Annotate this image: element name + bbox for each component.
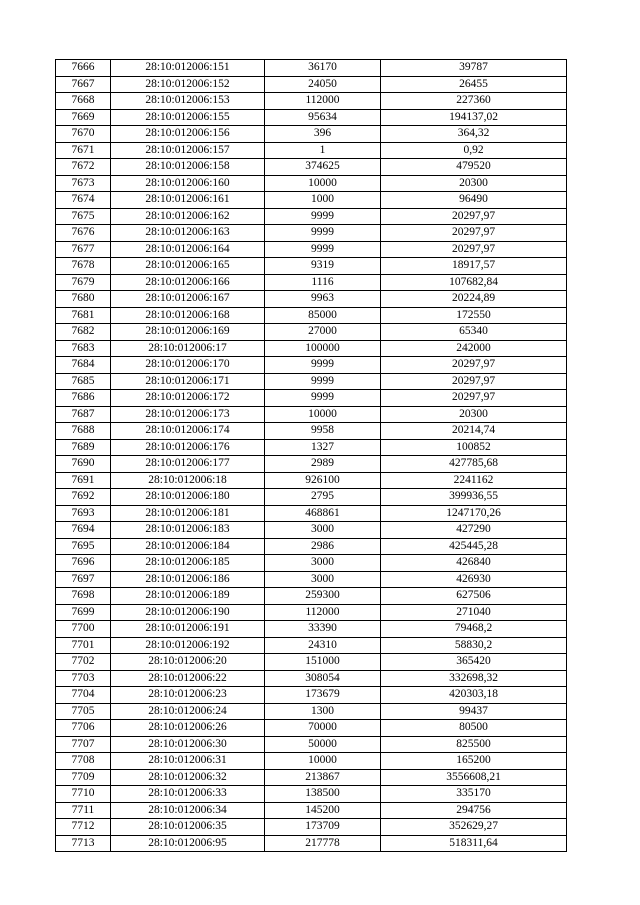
value-cell: 100852 xyxy=(381,439,567,456)
table-row xyxy=(56,291,567,308)
row-number-cell: 7677 xyxy=(56,241,111,258)
row-number-cell: 7676 xyxy=(56,225,111,242)
cadastral-number-cell: 28:10:012006:158 xyxy=(111,159,265,176)
area-cell: 9999 xyxy=(265,225,381,242)
area-cell: 3000 xyxy=(265,522,381,539)
cadastral-number-cell: 28:10:012006:24 xyxy=(111,703,265,720)
table-row xyxy=(56,769,567,786)
value-cell: 426840 xyxy=(381,555,567,572)
table-row xyxy=(56,126,567,143)
table-row xyxy=(56,274,567,291)
cadastral-number-cell: 28:10:012006:165 xyxy=(111,258,265,275)
cadastral-number-cell: 28:10:012006:162 xyxy=(111,208,265,225)
row-number-cell: 7683 xyxy=(56,340,111,357)
value-cell: 20297,97 xyxy=(381,225,567,242)
row-number-cell: 7705 xyxy=(56,703,111,720)
value-cell: 20297,97 xyxy=(381,208,567,225)
area-cell: 9999 xyxy=(265,373,381,390)
cadastral-number-cell: 28:10:012006:164 xyxy=(111,241,265,258)
area-cell: 33390 xyxy=(265,621,381,638)
cadastral-number-cell: 28:10:012006:168 xyxy=(111,307,265,324)
area-cell: 9958 xyxy=(265,423,381,440)
value-cell: 427290 xyxy=(381,522,567,539)
row-number-cell: 7682 xyxy=(56,324,111,341)
area-cell: 3000 xyxy=(265,555,381,572)
table-row xyxy=(56,76,567,93)
row-number-cell: 7709 xyxy=(56,769,111,786)
cadastral-number-cell: 28:10:012006:177 xyxy=(111,456,265,473)
table-row xyxy=(56,241,567,258)
row-number-cell: 7689 xyxy=(56,439,111,456)
cadastral-number-cell: 28:10:012006:192 xyxy=(111,637,265,654)
row-number-cell: 7668 xyxy=(56,93,111,110)
value-cell: 0,92 xyxy=(381,142,567,159)
cadastral-number-cell: 28:10:012006:30 xyxy=(111,736,265,753)
row-number-cell: 7704 xyxy=(56,687,111,704)
row-number-cell: 7669 xyxy=(56,109,111,126)
cadastral-number-cell: 28:10:012006:34 xyxy=(111,802,265,819)
cadastral-number-cell: 28:10:012006:17 xyxy=(111,340,265,357)
area-cell: 9319 xyxy=(265,258,381,275)
cadastral-number-cell: 28:10:012006:171 xyxy=(111,373,265,390)
cadastral-number-cell: 28:10:012006:35 xyxy=(111,819,265,836)
area-cell: 100000 xyxy=(265,340,381,357)
value-cell: 165200 xyxy=(381,753,567,770)
table-row xyxy=(56,505,567,522)
row-number-cell: 7680 xyxy=(56,291,111,308)
area-cell: 145200 xyxy=(265,802,381,819)
value-cell: 294756 xyxy=(381,802,567,819)
cadastral-number-cell: 28:10:012006:151 xyxy=(111,60,265,77)
table-row xyxy=(56,538,567,555)
table-row xyxy=(56,192,567,209)
row-number-cell: 7711 xyxy=(56,802,111,819)
row-number-cell: 7684 xyxy=(56,357,111,374)
table-row xyxy=(56,175,567,192)
table-row xyxy=(56,489,567,506)
area-cell: 9999 xyxy=(265,208,381,225)
cadastral-number-cell: 28:10:012006:184 xyxy=(111,538,265,555)
value-cell: 352629,27 xyxy=(381,819,567,836)
table-row xyxy=(56,621,567,638)
table-row xyxy=(56,456,567,473)
table-row xyxy=(56,390,567,407)
row-number-cell: 7708 xyxy=(56,753,111,770)
cadastral-number-cell: 28:10:012006:166 xyxy=(111,274,265,291)
row-number-cell: 7690 xyxy=(56,456,111,473)
cadastral-number-cell: 28:10:012006:190 xyxy=(111,604,265,621)
area-cell: 926100 xyxy=(265,472,381,489)
value-cell: 271040 xyxy=(381,604,567,621)
area-cell: 10000 xyxy=(265,753,381,770)
row-number-cell: 7700 xyxy=(56,621,111,638)
table-row xyxy=(56,522,567,539)
table-row xyxy=(56,835,567,852)
area-cell: 2795 xyxy=(265,489,381,506)
table-row xyxy=(56,406,567,423)
cadastral-number-cell: 28:10:012006:33 xyxy=(111,786,265,803)
row-number-cell: 7712 xyxy=(56,819,111,836)
area-cell: 1 xyxy=(265,142,381,159)
value-cell: 2241162 xyxy=(381,472,567,489)
cadastral-number-cell: 28:10:012006:186 xyxy=(111,571,265,588)
row-number-cell: 7698 xyxy=(56,588,111,605)
row-number-cell: 7666 xyxy=(56,60,111,77)
row-number-cell: 7688 xyxy=(56,423,111,440)
area-cell: 27000 xyxy=(265,324,381,341)
cadastral-number-cell: 28:10:012006:152 xyxy=(111,76,265,93)
value-cell: 332698,32 xyxy=(381,670,567,687)
table-row xyxy=(56,60,567,77)
value-cell: 1247170,26 xyxy=(381,505,567,522)
cadastral-number-cell: 28:10:012006:20 xyxy=(111,654,265,671)
cadastral-number-cell: 28:10:012006:185 xyxy=(111,555,265,572)
row-number-cell: 7695 xyxy=(56,538,111,555)
table-row xyxy=(56,423,567,440)
area-cell: 10000 xyxy=(265,175,381,192)
row-number-cell: 7701 xyxy=(56,637,111,654)
table-row xyxy=(56,439,567,456)
cadastral-number-cell: 28:10:012006:32 xyxy=(111,769,265,786)
value-cell: 39787 xyxy=(381,60,567,77)
table-row xyxy=(56,93,567,110)
cadastral-number-cell: 28:10:012006:18 xyxy=(111,472,265,489)
row-number-cell: 7687 xyxy=(56,406,111,423)
cadastral-number-cell: 28:10:012006:163 xyxy=(111,225,265,242)
row-number-cell: 7679 xyxy=(56,274,111,291)
value-cell: 399936,55 xyxy=(381,489,567,506)
table-row xyxy=(56,340,567,357)
area-cell: 9999 xyxy=(265,390,381,407)
table-row xyxy=(56,225,567,242)
cadastral-number-cell: 28:10:012006:161 xyxy=(111,192,265,209)
area-cell: 24050 xyxy=(265,76,381,93)
area-cell: 259300 xyxy=(265,588,381,605)
cadastral-number-cell: 28:10:012006:169 xyxy=(111,324,265,341)
table-row xyxy=(56,670,567,687)
cadastral-number-cell: 28:10:012006:95 xyxy=(111,835,265,852)
value-cell: 20297,97 xyxy=(381,390,567,407)
row-number-cell: 7702 xyxy=(56,654,111,671)
row-number-cell: 7703 xyxy=(56,670,111,687)
row-number-cell: 7686 xyxy=(56,390,111,407)
value-cell: 20214,74 xyxy=(381,423,567,440)
table-row xyxy=(56,472,567,489)
table-row xyxy=(56,324,567,341)
row-number-cell: 7710 xyxy=(56,786,111,803)
value-cell: 335170 xyxy=(381,786,567,803)
cadastral-number-cell: 28:10:012006:174 xyxy=(111,423,265,440)
cadastral-number-cell: 28:10:012006:170 xyxy=(111,357,265,374)
row-number-cell: 7713 xyxy=(56,835,111,852)
area-cell: 112000 xyxy=(265,604,381,621)
table-row xyxy=(56,571,567,588)
table-row xyxy=(56,703,567,720)
area-cell: 1300 xyxy=(265,703,381,720)
value-cell: 194137,02 xyxy=(381,109,567,126)
value-cell: 79468,2 xyxy=(381,621,567,638)
value-cell: 365420 xyxy=(381,654,567,671)
value-cell: 20297,97 xyxy=(381,357,567,374)
area-cell: 2986 xyxy=(265,538,381,555)
cadastral-number-cell: 28:10:012006:176 xyxy=(111,439,265,456)
area-cell: 85000 xyxy=(265,307,381,324)
value-cell: 3556608,21 xyxy=(381,769,567,786)
table-row xyxy=(56,637,567,654)
row-number-cell: 7671 xyxy=(56,142,111,159)
table-row xyxy=(56,357,567,374)
cadastral-number-cell: 28:10:012006:167 xyxy=(111,291,265,308)
table-row xyxy=(56,753,567,770)
area-cell: 112000 xyxy=(265,93,381,110)
cadastral-number-cell: 28:10:012006:189 xyxy=(111,588,265,605)
row-number-cell: 7672 xyxy=(56,159,111,176)
area-cell: 1116 xyxy=(265,274,381,291)
value-cell: 20297,97 xyxy=(381,373,567,390)
area-cell: 468861 xyxy=(265,505,381,522)
area-cell: 2989 xyxy=(265,456,381,473)
value-cell: 426930 xyxy=(381,571,567,588)
area-cell: 173709 xyxy=(265,819,381,836)
cadastral-number-cell: 28:10:012006:160 xyxy=(111,175,265,192)
value-cell: 107682,84 xyxy=(381,274,567,291)
value-cell: 364,32 xyxy=(381,126,567,143)
value-cell: 26455 xyxy=(381,76,567,93)
row-number-cell: 7691 xyxy=(56,472,111,489)
row-number-cell: 7673 xyxy=(56,175,111,192)
cadastral-number-cell: 28:10:012006:22 xyxy=(111,670,265,687)
area-cell: 9999 xyxy=(265,357,381,374)
table-row xyxy=(56,373,567,390)
value-cell: 20297,97 xyxy=(381,241,567,258)
table-row xyxy=(56,307,567,324)
area-cell: 374625 xyxy=(265,159,381,176)
row-number-cell: 7707 xyxy=(56,736,111,753)
area-cell: 24310 xyxy=(265,637,381,654)
row-number-cell: 7675 xyxy=(56,208,111,225)
table-row xyxy=(56,654,567,671)
table-row xyxy=(56,687,567,704)
value-cell: 20300 xyxy=(381,175,567,192)
cadastral-number-cell: 28:10:012006:26 xyxy=(111,720,265,737)
value-cell: 172550 xyxy=(381,307,567,324)
cadastral-number-cell: 28:10:012006:157 xyxy=(111,142,265,159)
cadastral-number-cell: 28:10:012006:181 xyxy=(111,505,265,522)
area-cell: 10000 xyxy=(265,406,381,423)
value-cell: 242000 xyxy=(381,340,567,357)
row-number-cell: 7694 xyxy=(56,522,111,539)
area-cell: 9999 xyxy=(265,241,381,258)
row-number-cell: 7706 xyxy=(56,720,111,737)
value-cell: 80500 xyxy=(381,720,567,737)
row-number-cell: 7681 xyxy=(56,307,111,324)
table-row xyxy=(56,258,567,275)
area-cell: 173679 xyxy=(265,687,381,704)
value-cell: 227360 xyxy=(381,93,567,110)
table-row xyxy=(56,819,567,836)
value-cell: 627506 xyxy=(381,588,567,605)
value-cell: 420303,18 xyxy=(381,687,567,704)
cadastral-number-cell: 28:10:012006:23 xyxy=(111,687,265,704)
cadastral-number-cell: 28:10:012006:183 xyxy=(111,522,265,539)
area-cell: 1327 xyxy=(265,439,381,456)
table-row xyxy=(56,786,567,803)
row-number-cell: 7699 xyxy=(56,604,111,621)
area-cell: 308054 xyxy=(265,670,381,687)
area-cell: 217778 xyxy=(265,835,381,852)
row-number-cell: 7685 xyxy=(56,373,111,390)
table-row xyxy=(56,802,567,819)
table-row xyxy=(56,159,567,176)
value-cell: 99437 xyxy=(381,703,567,720)
row-number-cell: 7692 xyxy=(56,489,111,506)
value-cell: 479520 xyxy=(381,159,567,176)
table-row xyxy=(56,142,567,159)
cadastral-number-cell: 28:10:012006:155 xyxy=(111,109,265,126)
cadastral-number-cell: 28:10:012006:180 xyxy=(111,489,265,506)
value-cell: 20224,89 xyxy=(381,291,567,308)
area-cell: 396 xyxy=(265,126,381,143)
table-row xyxy=(56,720,567,737)
row-number-cell: 7678 xyxy=(56,258,111,275)
row-number-cell: 7696 xyxy=(56,555,111,572)
row-number-cell: 7697 xyxy=(56,571,111,588)
value-cell: 518311,64 xyxy=(381,835,567,852)
table-row xyxy=(56,555,567,572)
area-cell: 213867 xyxy=(265,769,381,786)
cadastral-number-cell: 28:10:012006:191 xyxy=(111,621,265,638)
land-parcel-table xyxy=(55,59,567,852)
value-cell: 58830,2 xyxy=(381,637,567,654)
value-cell: 427785,68 xyxy=(381,456,567,473)
row-number-cell: 7670 xyxy=(56,126,111,143)
value-cell: 825500 xyxy=(381,736,567,753)
row-number-cell: 7667 xyxy=(56,76,111,93)
cadastral-number-cell: 28:10:012006:173 xyxy=(111,406,265,423)
row-number-cell: 7674 xyxy=(56,192,111,209)
table-row xyxy=(56,588,567,605)
table-row xyxy=(56,736,567,753)
area-cell: 95634 xyxy=(265,109,381,126)
value-cell: 20300 xyxy=(381,406,567,423)
value-cell: 18917,57 xyxy=(381,258,567,275)
table-body xyxy=(56,60,567,852)
cadastral-number-cell: 28:10:012006:172 xyxy=(111,390,265,407)
area-cell: 3000 xyxy=(265,571,381,588)
cadastral-number-cell: 28:10:012006:153 xyxy=(111,93,265,110)
table-row xyxy=(56,604,567,621)
area-cell: 36170 xyxy=(265,60,381,77)
value-cell: 65340 xyxy=(381,324,567,341)
table-row xyxy=(56,109,567,126)
area-cell: 50000 xyxy=(265,736,381,753)
area-cell: 151000 xyxy=(265,654,381,671)
cadastral-number-cell: 28:10:012006:156 xyxy=(111,126,265,143)
value-cell: 425445,28 xyxy=(381,538,567,555)
area-cell: 1000 xyxy=(265,192,381,209)
table-row xyxy=(56,208,567,225)
area-cell: 70000 xyxy=(265,720,381,737)
value-cell: 96490 xyxy=(381,192,567,209)
area-cell: 9963 xyxy=(265,291,381,308)
area-cell: 138500 xyxy=(265,786,381,803)
cadastral-number-cell: 28:10:012006:31 xyxy=(111,753,265,770)
row-number-cell: 7693 xyxy=(56,505,111,522)
